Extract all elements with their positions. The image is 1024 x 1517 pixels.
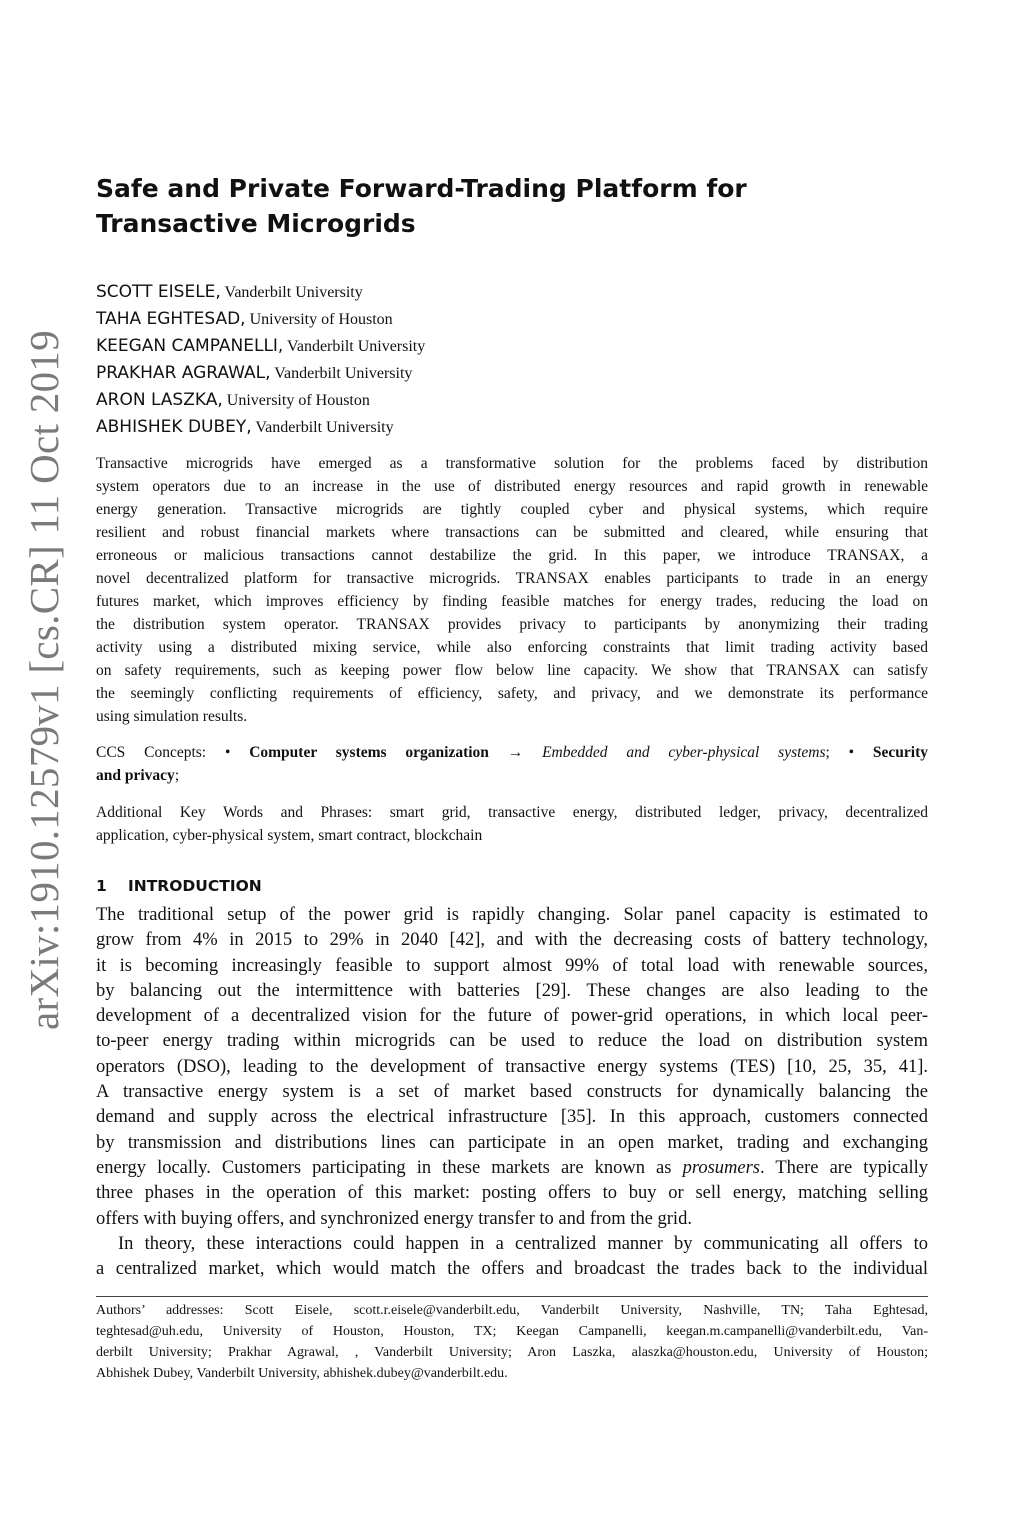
ccs-separator: ; • [825,744,873,761]
author-list [96,279,796,441]
body-line: three phases in the operation of this market: posting offers to buy or sell energy, matching selling [96,1183,928,1204]
author-name: SCOTT EISELE, [96,282,221,302]
section-number: 1 [96,877,107,895]
abstract-line: using simulation results. [96,708,248,725]
emphasis-term: prosumers [682,1157,760,1178]
abstract [96,452,928,728]
ccs-prefix: CCS Concepts: • [96,744,250,761]
body-line: A transactive energy system is a set of market based constructs for dynamically balancing the [96,1082,928,1103]
body-line: development of a decentralized vision for the future of power-grid operations, in which local peer- [96,1006,928,1027]
keywords-line: application, cyber-physical system, smart contract, blockchain [96,827,483,844]
author-entry [96,387,796,414]
ccs-concept: Security [872,744,928,761]
author-affiliation: Vanderbilt University [251,419,394,436]
body-line: a centralized market, which would match the offers and broadcast the trades back to the individual [96,1259,928,1280]
body-line: offers with buying offers, and synchronized energy transfer to and from the grid. [96,1208,692,1229]
ccs-end: ; [174,767,180,784]
ccs-concept: and privacy [96,767,175,784]
abstract-line: futures market, which improves efficiency by finding feasible matches for energy trades, reducing the load on [96,593,928,610]
ccs-concepts [96,741,928,787]
author-entry [96,333,796,360]
ccs-concept: Computer systems organization [249,744,489,761]
body-line: The traditional setup of the power grid is rapidly changing. Solar panel capacity is estimated to [96,905,928,925]
footnote-line: Authors’ addresses: Scott Eisele, scott.r.eisele@vanderbilt.edu, Vanderbilt University, Nashville, TN; Taha Eghtesad, [96,1303,928,1318]
abstract-line: system operators due to an increase in the use of distributed energy resources and rapid growth in renewable [96,478,928,495]
author-name: PRAKHAR AGRAWAL, [96,363,271,383]
body-text: . There are typically [760,1157,928,1178]
abstract-line: Transactive microgrids have emerged as a transformative solution for the problems faced by distribution [96,455,928,472]
author-entry [96,279,796,306]
abstract-line: energy generation. Transactive microgrids are tightly coupled cyber and physical systems, which require [96,501,928,518]
author-affiliation: University of Houston [245,311,393,328]
author-name: KEEGAN CAMPANELLI, [96,336,284,356]
author-affiliation: Vanderbilt University [283,338,426,355]
abstract-line: the seemingly conflicting requirements of efficiency, safety, and privacy, and we demonstrate its performance [96,685,928,702]
body-line: by balancing out the intermittence with batteries [29]. These changes are also leading to the [96,980,928,1001]
abstract-line: the distribution system operator. TRANSAX provides privacy to participants by anonymizing their trading [96,616,928,633]
section-heading [96,874,262,898]
author-name: TAHA EGHTESAD, [96,309,246,329]
body-text: energy locally. Customers participating in these markets are known as [96,1157,683,1178]
abstract-line: resilient and robust financial markets where transactions can be submitted and cleared, while ensuring that [96,524,928,541]
title-line: Transactive Microgrids [96,209,416,238]
author-affiliation: Vanderbilt University [220,284,363,301]
title-line: Safe and Private Forward-Trading Platform for [96,174,747,203]
body-line: it is becoming increasingly feasible to support almost 99% of total load with renewable sources, [96,955,928,976]
author-name: ABHISHEK DUBEY, [96,417,252,437]
authors-addresses-footnote [96,1300,928,1384]
section-title: INTRODUCTION [128,877,262,895]
body-line: by transmission and distributions lines can participate in an open market, trading and exchanging [96,1132,928,1153]
arxiv-identifier-stamp: arXiv:1910.12579v1 [cs.CR] 11 Oct 2019 [21,330,67,1030]
author-name: ARON LASZKA, [96,390,223,410]
body-line: demand and supply across the electrical infrastructure [35]. In this approach, customers connected [96,1107,928,1128]
abstract-line: erroneous or malicious transactions cannot destabilize the grid. In this paper, we introduce TRANSAX, a [96,547,928,564]
body-line: operators (DSO), leading to the development of transactive energy systems (TES) [10, 25, 35, 41]. [96,1056,928,1077]
author-affiliation: Vanderbilt University [270,365,413,382]
abstract-line: on safety requirements, such as keeping power flow below line capacity. We show that TRANSAX can satisfy [96,662,928,679]
footnote-divider [96,1296,928,1297]
abstract-line: novel decentralized platform for transactive microgrids. TRANSAX enables participants to trade in an energy [96,570,928,587]
ccs-subconcept: Embedded and cyber-physical systems [542,744,826,761]
keywords [96,801,928,847]
author-entry [96,414,796,441]
author-entry [96,306,796,333]
body-line: In theory, these interactions could happen in a centralized manner by communicating all offers to [118,1233,928,1254]
keywords-line: Additional Key Words and Phrases: smart grid, transactive energy, distributed ledger, privacy, decentralized [96,804,928,821]
footnote-line: Abhishek Dubey, Vanderbilt University, abhishek.dubey@vanderbilt.edu. [96,1366,508,1381]
ccs-line [96,764,928,787]
author-entry [96,360,796,387]
paper-title [96,171,856,241]
author-affiliation: University of Houston [222,392,370,409]
footnote-line: derbilt University; Prakhar Agrawal, , Vanderbilt University; Aron Laszka, alaszka@houston.edu, University of Houston; [96,1345,928,1360]
abstract-line: activity using a distributed mixing service, while also enforcing constraints that limit trading activity based [96,639,928,656]
body-line: grow from 4% in 2015 to 29% in 2040 [42], and with the decreasing costs of battery technology, [96,930,928,951]
body-line [96,1156,928,1181]
introduction-body [96,903,928,1282]
body-line: to-peer energy trading within microgrids can be used to reduce the load on distribution system [96,1031,928,1052]
ccs-arrow: → [488,744,543,761]
ccs-line [96,741,928,764]
footnote-line: teghtesad@uh.edu, University of Houston, Houston, TX; Keegan Campanelli, keegan.m.campanelli@vanderbilt.edu, Van- [96,1324,928,1339]
